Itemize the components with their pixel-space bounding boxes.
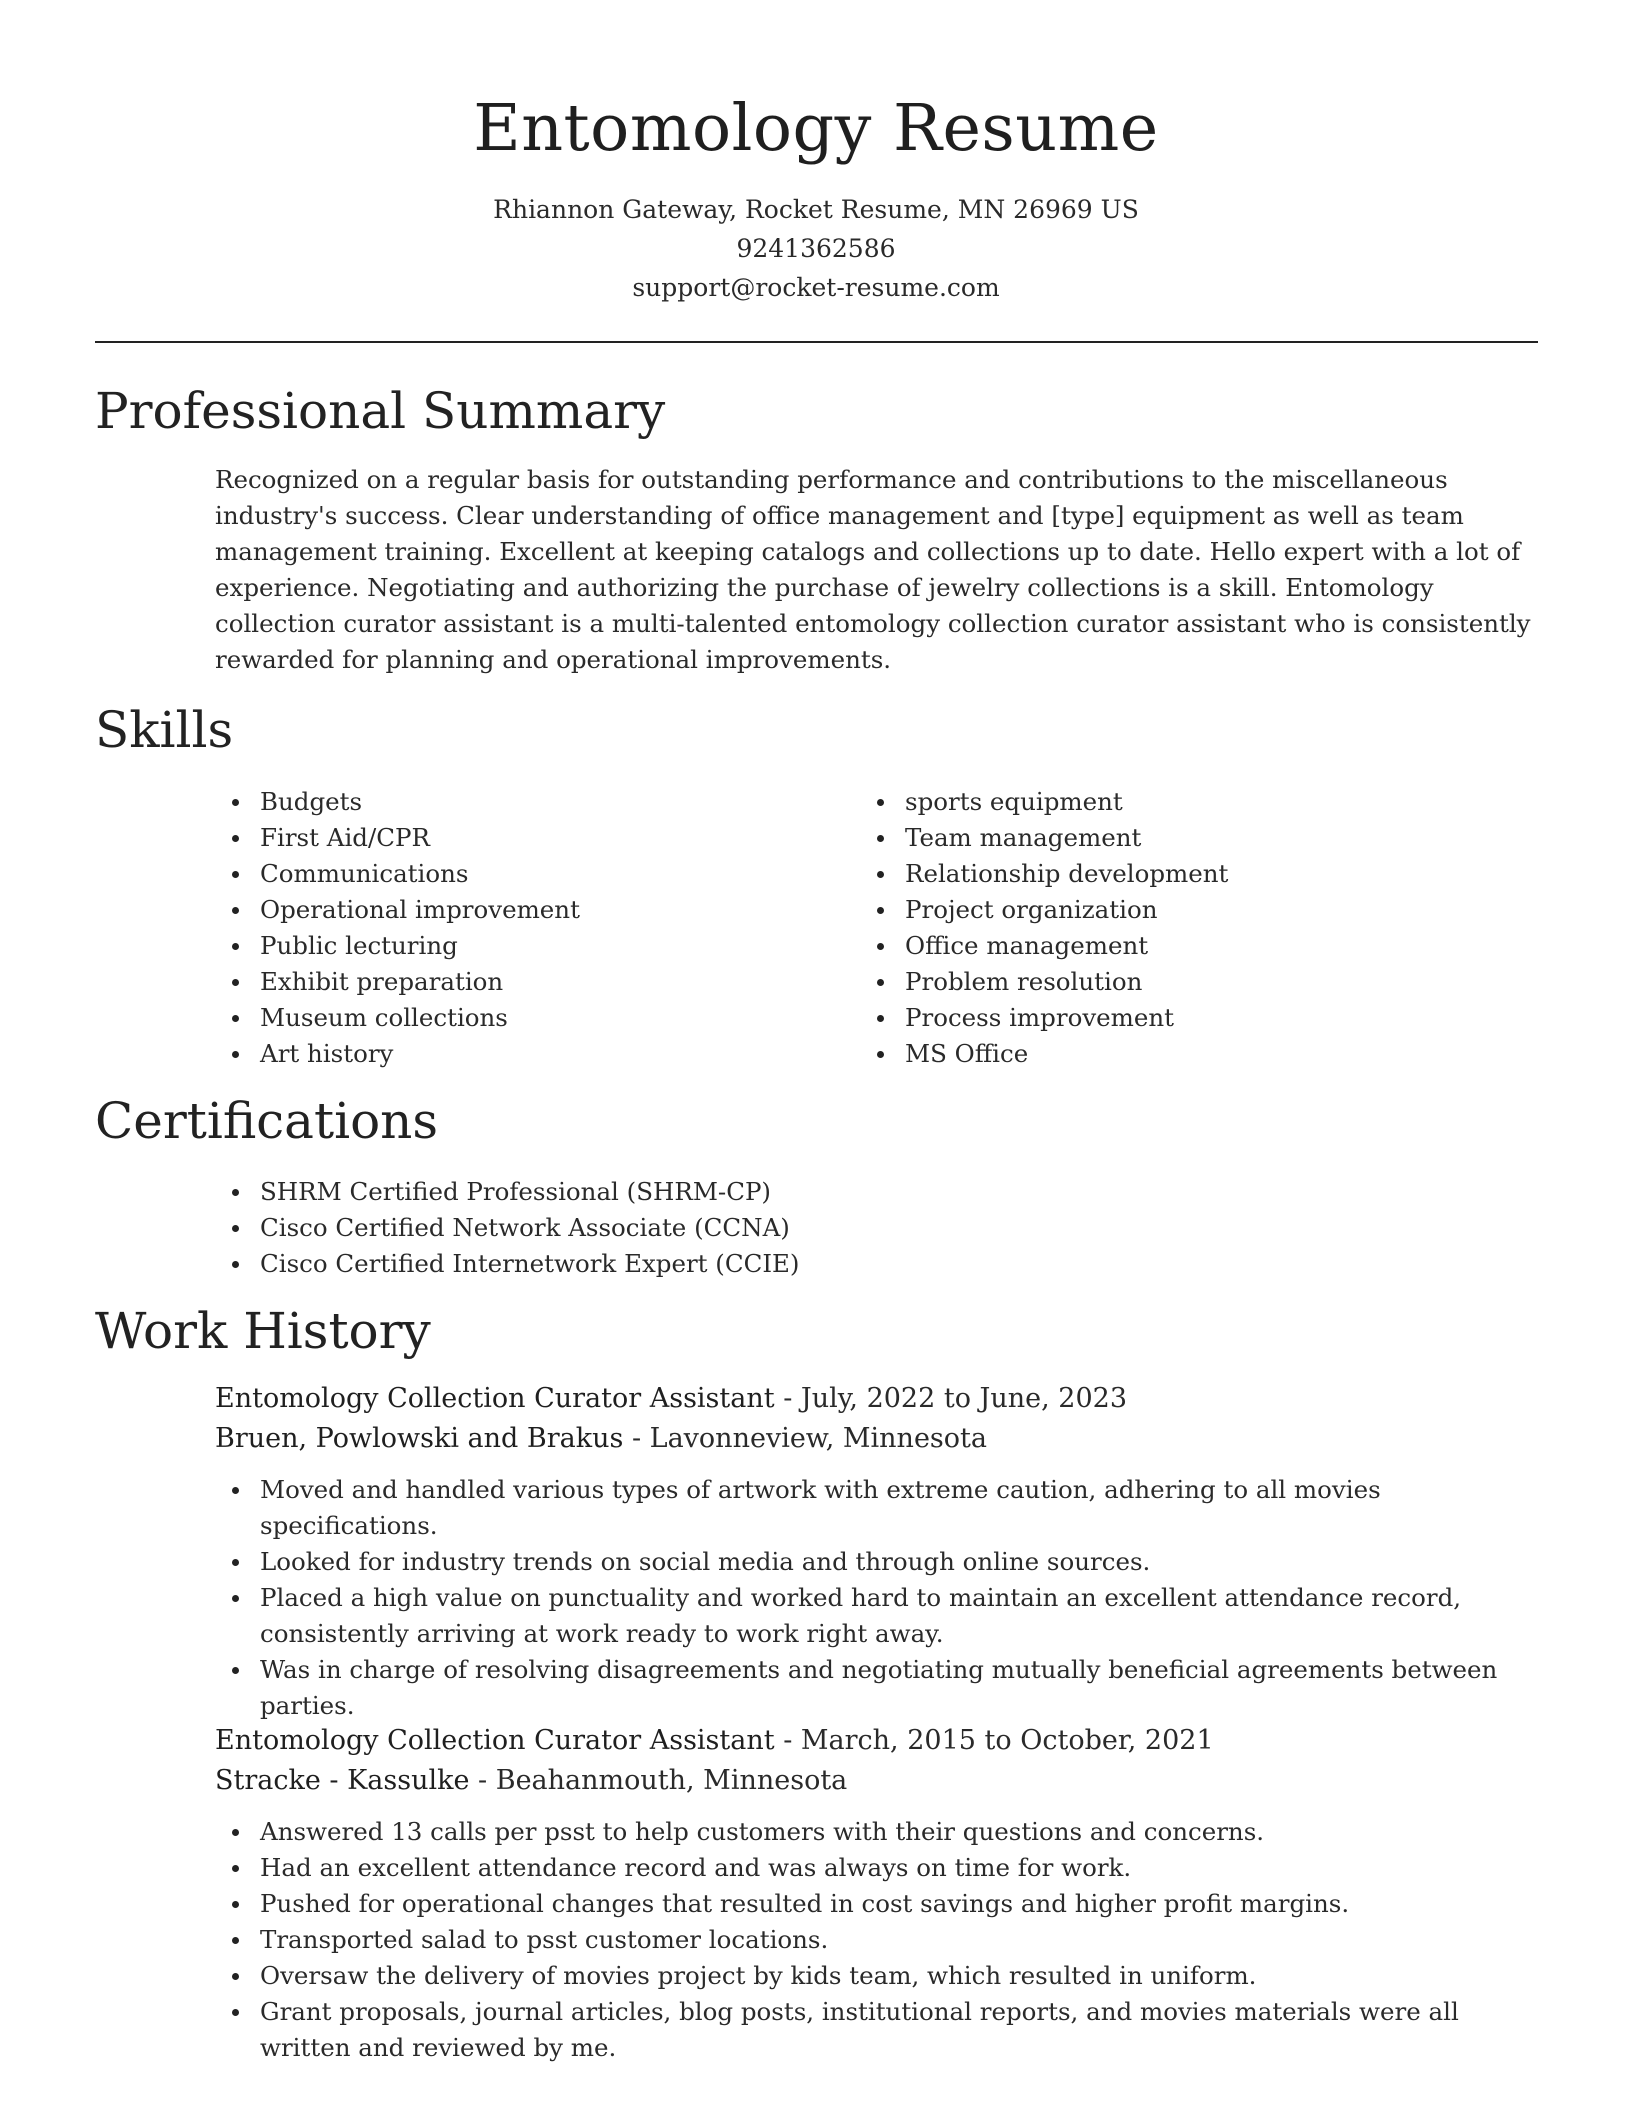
skill-item: Communications: [215, 856, 815, 892]
skill-item: Process improvement: [860, 1000, 1540, 1036]
certifications-heading: Certifications: [95, 1092, 439, 1150]
certification-item: Cisco Certified Network Associate (CCNA): [215, 1210, 1545, 1246]
duty-item: Oversaw the delivery of movies project by kids team, which resulted in uniform.: [215, 1958, 1545, 1994]
duty-item: Placed a high value on punctuality and worked hard to maintain an excellent attendance record, consistently arriving at work ready to work right away.: [215, 1580, 1545, 1652]
duty-item: Answered 13 calls per psst to help customers with their questions and concerns.: [215, 1814, 1545, 1850]
duty-item: Was in charge of resolving disagreements and negotiating mutually beneficial agreements between parties.: [215, 1652, 1545, 1724]
job-1-company-line: [215, 1419, 987, 1459]
summary-text: Recognized on a regular basis for outstanding performance and contributions to the miscellaneous industry's success. Clear understanding of office management and [type] equipment as well as team management training. Excellent at keeping catalogs and collections up to date. Hello expert with a lot of experience. Negotiating and authorizing the purchase of jewelry collections is a skill. Entomology collection curator assistant is a multi-talented entomology collection curator assistant who is consistently rewarded for planning and operational improvements.: [215, 465, 1531, 674]
job-1-company: Bruen, Powlowski and Brakus: [215, 1423, 624, 1454]
certifications-list: [215, 1174, 1545, 1282]
skill-item: Problem resolution: [860, 964, 1540, 1000]
certification-item: SHRM Certified Professional (SHRM-CP): [215, 1174, 1545, 1210]
resume-header: [0, 0, 1632, 307]
summary-heading: Professional Summary: [95, 382, 666, 440]
header-divider: [95, 341, 1538, 343]
skill-item: Team management: [860, 820, 1540, 856]
job-2-dates: - March, 2015 to October, 2021: [774, 1725, 1214, 1756]
skills-list-left: [215, 784, 815, 1072]
skill-item: Public lecturing: [215, 928, 815, 964]
skills-column-right: [860, 784, 1540, 1072]
job-2-role: Entomology Collection Curator Assistant: [215, 1725, 775, 1756]
duty-item: Moved and handled various types of artwork with extreme caution, adhering to all movies specifications.: [215, 1472, 1545, 1544]
job-2-duty-list: [215, 1814, 1545, 2066]
skill-item: Project organization: [860, 892, 1540, 928]
skill-item: Relationship development: [860, 856, 1540, 892]
certifications-block: [215, 1174, 1545, 1282]
duty-item: Pushed for operational changes that resulted in cost savings and higher profit margins.: [215, 1886, 1545, 1922]
contact-email: support@rocket-resume.com: [632, 273, 1000, 302]
contact-block: [0, 190, 1632, 307]
job-1-title-line: [215, 1379, 1127, 1419]
job-2-title-line: [215, 1721, 1214, 1761]
skills-column-left: [215, 784, 815, 1072]
skill-item: Art history: [215, 1036, 815, 1072]
duty-item: Had an excellent attendance record and was always on time for work.: [215, 1850, 1545, 1886]
job-1-duty-list: [215, 1472, 1545, 1724]
duty-item: Grant proposals, journal articles, blog posts, institutional reports, and movies materials were all written and reviewed by me.: [215, 1994, 1545, 2066]
job-2-company: Stracke - Kassulke: [215, 1765, 470, 1796]
skills-list-right: [860, 784, 1540, 1072]
contact-address: Rhiannon Gateway, Rocket Resume, MN 26969 US: [493, 195, 1139, 224]
certification-item: Cisco Certified Internetwork Expert (CCIE): [215, 1246, 1545, 1282]
job-1-role: Entomology Collection Curator Assistant: [215, 1383, 775, 1414]
job-2-company-line: [215, 1761, 847, 1801]
skills-heading: Skills: [95, 701, 234, 759]
skill-item: Office management: [860, 928, 1540, 964]
job-1-location: - Lavonneview, Minnesota: [623, 1423, 987, 1454]
job-2-duties: [215, 1814, 1545, 2066]
work-history-heading: Work History: [95, 1302, 431, 1360]
duty-item: Transported salad to psst customer locations.: [215, 1922, 1545, 1958]
skill-item: MS Office: [860, 1036, 1540, 1072]
document-title: Entomology Resume: [473, 91, 1159, 166]
skill-item: Operational improvement: [215, 892, 815, 928]
contact-phone: 9241362586: [736, 234, 896, 263]
skill-item: First Aid/CPR: [215, 820, 815, 856]
skill-item: Exhibit preparation: [215, 964, 815, 1000]
job-2-location: - Beahanmouth, Minnesota: [469, 1765, 848, 1796]
skill-item: sports equipment: [860, 784, 1540, 820]
skill-item: Budgets: [215, 784, 815, 820]
duty-item: Looked for industry trends on social media and through online sources.: [215, 1544, 1545, 1580]
job-1-duties: [215, 1472, 1545, 1724]
skill-item: Museum collections: [215, 1000, 815, 1036]
job-1-dates: - July, 2022 to June, 2023: [774, 1383, 1128, 1414]
